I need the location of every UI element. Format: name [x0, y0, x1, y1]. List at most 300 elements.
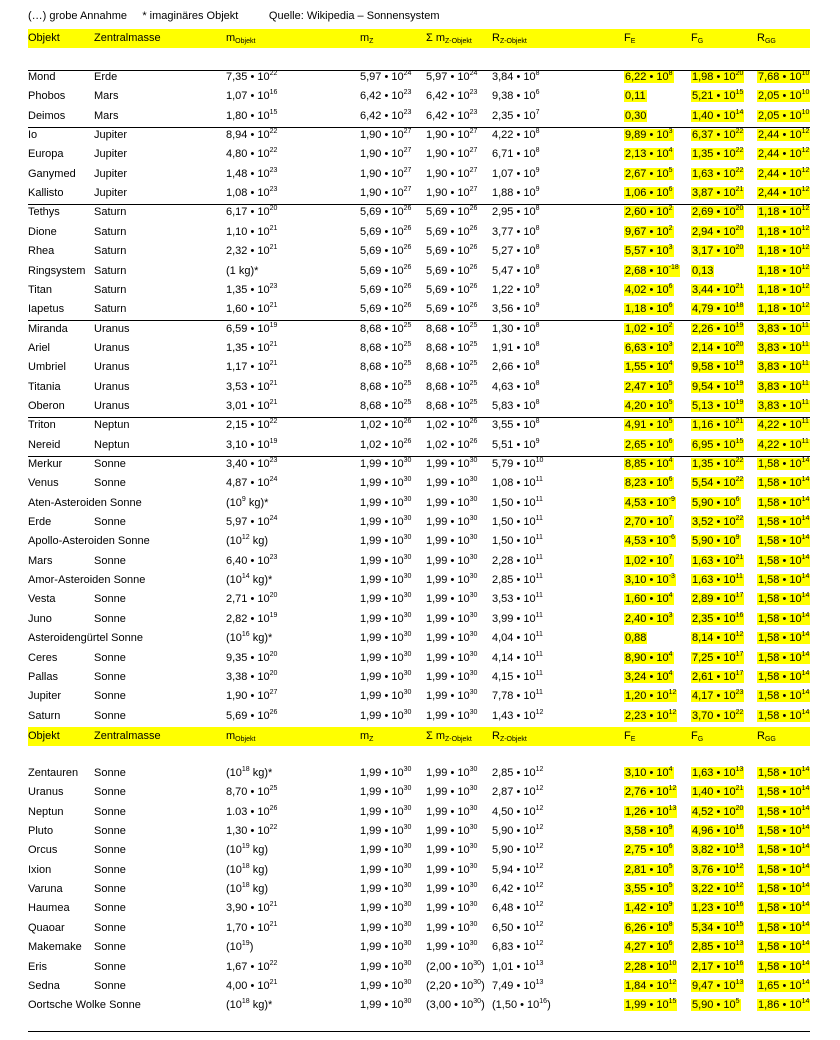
cell-f-e: 3,10 • $10^{-3}$ — [625, 573, 675, 587]
table-row — [28, 494, 810, 513]
table-row — [28, 513, 810, 532]
cell-f-g: 9,58 • $10^{19}$ — [692, 360, 744, 374]
cell-r-gg: 2,05 • $10^{10}$ — [758, 89, 810, 103]
cell-r-gg: 1,58 • $10^{14}$ — [758, 920, 810, 934]
cell-f-e: 2,13 • $10^4$ — [625, 147, 673, 161]
header-sum-m: Σ $m_{Z-Objekt}$ — [426, 730, 472, 743]
cell-sum-m: 1,99 • $10^{30}$ — [426, 766, 478, 779]
cell-objekt: Varuna — [28, 883, 63, 896]
cell-r-gg: 1,58 • $10^{14}$ — [758, 901, 810, 915]
cell-m-z: 1,90 • $10^{27}$ — [360, 128, 412, 142]
cell-f-g: 3,87 • $10^{21}$ — [692, 186, 744, 200]
cell-m-objekt: ($10^{18}$ kg)* — [226, 766, 273, 779]
group-divider — [28, 1031, 810, 1032]
cell-m-z: 1,99 • $10^{30}$ — [360, 920, 412, 934]
cell-m-objekt: 5,69 • $10^{26}$ — [226, 708, 278, 722]
cell-m-objekt: 1,10 • $10^{21}$ — [226, 224, 278, 238]
cell-zentralmasse: Sonne — [94, 554, 126, 567]
cell-r-gg: 1,58 • $10^{14}$ — [758, 495, 810, 509]
cell-f-e: 1,18 • $10^6$ — [625, 302, 673, 316]
cell-f-e: 6,22 • $10^8$ — [625, 70, 673, 83]
cell-r-gg: 2,44 • $10^{12}$ — [758, 128, 810, 142]
cell-radius: 5,94 • $10^{12}$ — [492, 862, 544, 876]
cell-radius: 4,50 • $10^{12}$ — [492, 804, 544, 818]
cell-m-z: 1,99 • $10^{30}$ — [360, 804, 412, 818]
cell-f-g: 3,76 • $10^{12}$ — [692, 862, 744, 876]
cell-m-z: 8,68 • $10^{25}$ — [360, 340, 412, 354]
cell-m-z: 5,97 • $10^{24}$ — [360, 70, 412, 83]
cell-f-g: 5,21 • $10^{15}$ — [692, 89, 744, 103]
cell-m-z: 1,99 • $10^{30}$ — [360, 515, 412, 529]
cell-m-objekt: 2,32 • $10^{21}$ — [226, 244, 278, 258]
cell-m-z: 5,69 • $10^{26}$ — [360, 224, 412, 238]
header-radius: $R_{Z-Objekt}$ — [492, 32, 527, 45]
header-m-objekt: $m_{Objekt}$ — [226, 730, 256, 743]
cell-zentralmasse: Sonne — [94, 690, 126, 703]
cell-r-gg: 1,58 • $10^{14}$ — [758, 708, 810, 722]
cell-zentralmasse: Sonne — [94, 767, 126, 779]
cell-f-g: 1,40 • $10^{14}$ — [692, 108, 744, 122]
cell-f-g: 2,14 • $10^{20}$ — [692, 340, 744, 354]
table-row — [28, 223, 810, 242]
cell-r-gg: 1,58 • $10^{14}$ — [758, 785, 810, 799]
cell-objekt: Nereid — [28, 438, 61, 451]
cell-m-objekt: ($10^{12}$ kg) — [226, 534, 269, 548]
cell-f-e: 2,67 • $10^5$ — [625, 166, 673, 180]
cell-radius: 4,15 • $10^{11}$ — [492, 669, 543, 683]
cell-zentralmasse: Sonne — [94, 709, 126, 722]
cell-r-gg: 1,18 • $10^{12}$ — [758, 302, 810, 316]
cell-m-objekt: 1,60 • $10^{21}$ — [226, 302, 278, 316]
header-objekt: Objekt — [28, 730, 60, 742]
header-zentralmasse: Zentralmasse — [94, 730, 161, 742]
cell-sum-m: 8,68 • $10^{25}$ — [426, 360, 478, 374]
cell-zentralmasse: Neptun — [94, 419, 130, 432]
cell-radius: 4,22 • $10^8$ — [492, 128, 540, 142]
cell-objekt: Umbriel — [28, 361, 66, 374]
cell-m-z: 1,99 • $10^{30}$ — [360, 553, 412, 567]
cell-objekt: Dione — [28, 225, 57, 238]
cell-zentralmasse: Sonne — [94, 844, 126, 857]
table-row — [28, 87, 810, 106]
cell-zentralmasse: Sonne — [94, 612, 126, 625]
cell-f-g: 4,52 • $10^{20}$ — [692, 804, 744, 818]
header-f-g: $F_G$ — [691, 32, 704, 45]
cell-r-gg: 1,58 • $10^{14}$ — [758, 592, 810, 606]
cell-sum-m: 1,99 • $10^{30}$ — [426, 862, 478, 876]
cell-r-gg: 2,05 • $10^{10}$ — [758, 108, 810, 122]
cell-f-e: 2,60 • $10^2$ — [625, 205, 673, 219]
cell-radius: 3,99 • $10^{11}$ — [492, 611, 543, 625]
cell-objekt: Saturn — [28, 709, 61, 722]
cell-sum-m: 1,99 • $10^{30}$ — [426, 592, 478, 606]
cell-zentralmasse: Saturn — [94, 206, 127, 219]
cell-r-gg: 1,58 • $10^{14}$ — [758, 611, 810, 625]
cell-f-e: 8,90 • $10^4$ — [625, 650, 673, 664]
cell-m-objekt: 1,90 • $10^{27}$ — [226, 689, 278, 703]
cell-radius: 3,77 • $10^8$ — [492, 224, 540, 238]
cell-f-e: 4,27 • $10^6$ — [625, 940, 673, 954]
cell-r-gg: 1,65 • $10^{14}$ — [758, 978, 810, 992]
cell-f-g: 3,82 • $10^{13}$ — [692, 843, 744, 857]
cell-m-objekt: $(10^{19})$ — [226, 940, 254, 954]
header-f-e: $F_E$ — [624, 32, 636, 45]
cell-f-g: 6,95 • $10^{15}$ — [692, 437, 744, 451]
cell-f-e: 2,81 • $10^5$ — [625, 862, 673, 876]
cell-f-e: 3,55 • $10^5$ — [625, 882, 673, 896]
cell-radius: 1,91 • $10^8$ — [492, 340, 540, 354]
cell-m-z: 1,99 • $10^{30}$ — [360, 766, 412, 779]
cell-f-e: 2,70 • $10^7$ — [625, 515, 673, 529]
table-row — [28, 68, 810, 87]
cell-radius: 3,56 • $10^9$ — [492, 302, 540, 316]
cell-m-z: 1,99 • $10^{30}$ — [360, 495, 412, 509]
cell-sum-m: (2,00 • $10^{30}$) — [426, 959, 485, 973]
cell-radius: 3,84 • $10^8$ — [492, 70, 540, 83]
cell-objekt: Tethys — [28, 206, 60, 219]
cell-f-g: 4,96 • $10^{16}$ — [692, 824, 744, 838]
cell-sum-m: 1,99 • $10^{30}$ — [426, 882, 478, 896]
cell-r-gg: 1,58 • $10^{14}$ — [758, 824, 810, 838]
cell-objekt: Oortsche Wolke Sonne — [28, 999, 141, 1012]
cell-sum-m: 1,99 • $10^{30}$ — [426, 804, 478, 818]
cell-sum-m: 5,69 • $10^{26}$ — [426, 244, 478, 258]
cell-f-g: 4,17 • $10^{23}$ — [692, 689, 744, 703]
cell-r-gg: 1,58 • $10^{14}$ — [758, 573, 810, 587]
cell-sum-m: 8,68 • $10^{25}$ — [426, 321, 478, 335]
cell-f-e: 6,26 • $10^8$ — [625, 920, 673, 934]
table-row — [28, 861, 810, 880]
cell-objekt: Ceres — [28, 651, 58, 664]
cell-radius: 1,50 • $10^{11}$ — [492, 495, 543, 509]
cell-f-e: 4,20 • $10^5$ — [625, 398, 673, 412]
cell-radius: 1,50 • $10^{11}$ — [492, 515, 543, 529]
cell-objekt: Erde — [28, 516, 52, 529]
table-row — [28, 938, 810, 957]
cell-objekt: Juno — [28, 612, 52, 625]
cell-m-objekt: ($10^9$ kg)* — [226, 495, 269, 509]
cell-objekt: Phobos — [28, 90, 66, 103]
cell-r-gg: 1,58 • $10^{14}$ — [758, 650, 810, 664]
cell-f-g: 1,63 • $10^{11}$ — [692, 573, 743, 587]
cell-sum-m: 1,99 • $10^{30}$ — [426, 689, 478, 703]
cell-zentralmasse: Saturn — [94, 283, 127, 296]
cell-f-e: 1,60 • $10^4$ — [625, 592, 673, 606]
cell-f-e: 9,67 • $10^2$ — [625, 224, 673, 238]
cell-sum-m: 1,99 • $10^{30}$ — [426, 650, 478, 664]
cell-f-e: 1,42 • $10^9$ — [625, 901, 673, 915]
cell-objekt: Kallisto — [28, 187, 64, 200]
cell-sum-m: 1,99 • $10^{30}$ — [426, 940, 478, 954]
cell-m-z: 5,69 • $10^{26}$ — [360, 263, 412, 277]
cell-f-g: 2,89 • $10^{17}$ — [692, 592, 744, 606]
cell-radius: 2,95 • $10^8$ — [492, 205, 540, 219]
cell-objekt: Titania — [28, 380, 61, 393]
cell-radius: 2,87 • $10^{12}$ — [492, 785, 544, 799]
cell-sum-m: 5,69 • $10^{26}$ — [426, 263, 478, 277]
cell-m-objekt: 2,71 • $10^{20}$ — [226, 592, 278, 606]
cell-m-objekt: 4,00 • $10^{21}$ — [226, 978, 278, 992]
cell-m-z: 1,99 • $10^{30}$ — [360, 631, 412, 645]
cell-m-z: 8,68 • $10^{25}$ — [360, 360, 412, 374]
cell-m-z: 1,99 • $10^{30}$ — [360, 882, 412, 896]
table-row — [28, 262, 810, 281]
cell-sum-m: 1,99 • $10^{30}$ — [426, 824, 478, 838]
cell-sum-m: 1,99 • $10^{30}$ — [426, 669, 478, 683]
cell-m-objekt: 3,40 • $10^{23}$ — [226, 457, 278, 470]
cell-m-objekt: 5,97 • $10^{24}$ — [226, 515, 278, 529]
table-row — [28, 958, 810, 977]
cell-sum-m: (3,00 • $10^{30}$) — [426, 998, 485, 1012]
cell-zentralmasse: Sonne — [94, 863, 126, 876]
cell-r-gg: 1,58 • $10^{14}$ — [758, 940, 810, 954]
cell-sum-m: 5,69 • $10^{26}$ — [426, 282, 478, 296]
cell-r-gg: 1,58 • $10^{14}$ — [758, 766, 810, 779]
cell-radius: 5,27 • $10^8$ — [492, 244, 540, 258]
cell-zentralmasse: Sonne — [94, 786, 126, 799]
cell-zentralmasse: Saturn — [94, 225, 127, 238]
cell-m-objekt: 1,08 • $10^{23}$ — [226, 186, 278, 200]
cell-radius: 6,83 • $10^{12}$ — [492, 940, 544, 954]
cell-f-g: 0,13 — [692, 264, 714, 277]
cell-radius: 5,90 • $10^{12}$ — [492, 824, 544, 838]
cell-f-e: 1,06 • $10^6$ — [625, 186, 673, 200]
cell-objekt: Mars — [28, 554, 53, 567]
header-f-g: $F_G$ — [691, 730, 704, 743]
cell-r-gg: 1,58 • $10^{14}$ — [758, 882, 810, 896]
header-radius: $R_{Z-Objekt}$ — [492, 730, 527, 743]
cell-radius: 4,63 • $10^8$ — [492, 379, 540, 393]
cell-radius: 6,48 • $10^{12}$ — [492, 901, 544, 915]
cell-r-gg: 3,83 • $10^{11}$ — [758, 340, 809, 354]
table-row — [28, 668, 810, 687]
table-row — [28, 687, 810, 706]
cell-f-g: 3,52 • $10^{22}$ — [692, 515, 744, 529]
cell-f-e: 4,53 • $10^{-6}$ — [625, 534, 675, 548]
cell-m-z: 8,68 • $10^{25}$ — [360, 398, 412, 412]
cell-m-z: 1,99 • $10^{30}$ — [360, 573, 412, 587]
table-row — [28, 977, 810, 996]
cell-f-g: 1,40 • $10^{21}$ — [692, 785, 744, 799]
cell-objekt: Apollo-Asteroiden Sonne — [28, 535, 150, 548]
cell-sum-m: 5,69 • $10^{26}$ — [426, 224, 478, 238]
cell-sum-m: 5,97 • $10^{24}$ — [426, 70, 478, 83]
cell-objekt: Jupiter — [28, 690, 62, 703]
cell-m-objekt: ($10^{18}$ kg)* — [226, 998, 273, 1012]
table-row — [28, 184, 810, 203]
cell-zentralmasse: Jupiter — [94, 187, 128, 200]
cell-m-z: 5,69 • $10^{26}$ — [360, 282, 412, 296]
cell-f-e: 1,02 • $10^2$ — [625, 321, 673, 335]
cell-m-objekt: 3,90 • $10^{21}$ — [226, 901, 278, 915]
header-r-gg: $R_{GG}$ — [757, 730, 776, 743]
cell-objekt: Ringsystem — [28, 264, 86, 277]
cell-f-e: 2,40 • $10^3$ — [625, 611, 673, 625]
cell-f-e: 1,26 • $10^{13}$ — [625, 804, 677, 818]
cell-m-z: 1,99 • $10^{30}$ — [360, 669, 412, 683]
cell-zentralmasse: Sonne — [94, 883, 126, 896]
table-row — [28, 320, 810, 339]
cell-radius: 9,38 • $10^6$ — [492, 89, 540, 103]
cell-f-g: 5,34 • $10^{15}$ — [692, 920, 744, 934]
table-row — [28, 707, 810, 726]
table-row — [28, 242, 810, 261]
cell-zentralmasse: Uranus — [94, 322, 130, 335]
cell-radius: 2,35 • $10^7$ — [492, 108, 540, 122]
cell-sum-m: 6,42 • $10^{23}$ — [426, 108, 478, 122]
cell-m-z: 1,99 • $10^{30}$ — [360, 476, 412, 490]
cell-f-g: 1,23 • $10^{16}$ — [692, 901, 744, 915]
cell-f-e: 1,99 • $10^{15}$ — [625, 998, 677, 1012]
cell-zentralmasse: Uranus — [94, 380, 130, 393]
cell-f-g: 5,13 • $10^{19}$ — [692, 398, 744, 412]
cell-radius: 7,49 • $10^{13}$ — [492, 978, 544, 992]
cell-f-g: 5,90 • $10^5$ — [692, 998, 740, 1012]
cell-r-gg: 3,83 • $10^{11}$ — [758, 360, 809, 374]
cell-zentralmasse: Jupiter — [94, 167, 128, 180]
table-row — [28, 629, 810, 648]
cell-radius: 1,43 • $10^{12}$ — [492, 708, 544, 722]
cell-f-e: 2,75 • $10^6$ — [625, 843, 673, 857]
cell-objekt: Aten-Asteroiden Sonne — [28, 496, 142, 509]
cell-r-gg: 1,58 • $10^{14}$ — [758, 669, 810, 683]
cell-m-z: 1,99 • $10^{30}$ — [360, 978, 412, 992]
cell-sum-m: 5,69 • $10^{26}$ — [426, 205, 478, 219]
cell-zentralmasse: Sonne — [94, 960, 126, 973]
cell-f-g: 1,63 • $10^{22}$ — [692, 166, 744, 180]
table-row — [28, 571, 810, 590]
cell-f-g: 1,16 • $10^{21}$ — [692, 418, 744, 432]
cell-m-z: 1,90 • $10^{27}$ — [360, 147, 412, 161]
cell-f-g: 7,25 • $10^{17}$ — [692, 650, 744, 664]
cell-r-gg: 1,58 • $10^{14}$ — [758, 843, 810, 857]
header-row — [28, 727, 810, 746]
cell-f-g: 6,37 • $10^{22}$ — [692, 128, 744, 142]
cell-sum-m: 1,02 • $10^{26}$ — [426, 418, 478, 432]
cell-objekt: Eris — [28, 960, 47, 973]
cell-r-gg: 2,44 • $10^{12}$ — [758, 166, 810, 180]
cell-radius: 5,51 • $10^9$ — [492, 437, 540, 451]
cell-r-gg: 4,22 • $10^{11}$ — [758, 418, 809, 432]
cell-m-z: 1,99 • $10^{30}$ — [360, 650, 412, 664]
table-row — [28, 532, 810, 551]
cell-m-objekt: 1.03 • $10^{26}$ — [226, 804, 278, 818]
cell-m-objekt: 8,70 • $10^{25}$ — [226, 785, 278, 799]
cell-zentralmasse: Sonne — [94, 593, 126, 606]
cell-r-gg: 1,58 • $10^{14}$ — [758, 689, 810, 703]
cell-m-z: 1,90 • $10^{27}$ — [360, 166, 412, 180]
cell-radius: 3,55 • $10^8$ — [492, 418, 540, 432]
cell-objekt: Quaoar — [28, 921, 65, 934]
cell-f-g: 2,94 • $10^{20}$ — [692, 224, 744, 238]
header-m-z: $m_Z$ — [360, 32, 374, 45]
table-row — [28, 474, 810, 493]
cell-f-e: 1,55 • $10^4$ — [625, 360, 673, 374]
cell-m-z: 1,99 • $10^{30}$ — [360, 959, 412, 973]
cell-sum-m: 1,90 • $10^{27}$ — [426, 166, 478, 180]
cell-objekt: Zentauren — [28, 767, 79, 779]
cell-zentralmasse: Sonne — [94, 805, 126, 818]
cell-f-g: 1,63 • $10^{21}$ — [692, 553, 744, 567]
cell-f-e: 0,30 — [625, 109, 647, 122]
cell-radius: 2,28 • $10^{11}$ — [492, 553, 543, 567]
cell-r-gg: 1,18 • $10^{12}$ — [758, 205, 810, 219]
cell-zentralmasse: Uranus — [94, 361, 130, 374]
cell-radius: 4,04 • $10^{11}$ — [492, 631, 543, 645]
cell-m-objekt: ($10^{14}$ kg)* — [226, 573, 273, 587]
cell-zentralmasse: Sonne — [94, 902, 126, 915]
cell-radius: 6,71 • $10^8$ — [492, 147, 540, 161]
cell-sum-m: 8,68 • $10^{25}$ — [426, 340, 478, 354]
cell-m-z: 1,99 • $10^{30}$ — [360, 901, 412, 915]
cell-objekt: Rhea — [28, 245, 55, 258]
cell-m-z: 1,99 • $10^{30}$ — [360, 708, 412, 722]
cell-objekt: Haumea — [28, 902, 70, 915]
cell-m-z: 1,02 • $10^{26}$ — [360, 418, 412, 432]
cell-f-g: 3,70 • $10^{22}$ — [692, 708, 744, 722]
table-row — [28, 281, 810, 300]
cell-r-gg: 1,58 • $10^{14}$ — [758, 959, 810, 973]
cell-radius: 1,50 • $10^{11}$ — [492, 534, 543, 548]
cell-m-objekt: (1 kg)* — [226, 264, 259, 277]
header-f-e: $F_E$ — [624, 730, 636, 743]
cell-objekt: Mond — [28, 71, 56, 83]
cell-f-g: 2,69 • $10^{20}$ — [692, 205, 744, 219]
cell-radius: 6,50 • $10^{12}$ — [492, 920, 544, 934]
cell-sum-m: 1,90 • $10^{27}$ — [426, 147, 478, 161]
cell-m-z: 1,99 • $10^{30}$ — [360, 592, 412, 606]
cell-m-z: 1,99 • $10^{30}$ — [360, 862, 412, 876]
cell-f-e: 0,88 — [625, 632, 647, 645]
cell-m-objekt: ($10^{18}$ kg) — [226, 882, 269, 896]
cell-f-e: 0,11 — [625, 90, 646, 103]
header-zentralmasse: Zentralmasse — [94, 32, 161, 44]
cell-sum-m: 1,99 • $10^{30}$ — [426, 843, 478, 857]
cell-objekt: Ganymed — [28, 167, 76, 180]
cell-r-gg: 2,44 • $10^{12}$ — [758, 147, 810, 161]
legend-imaginary: * imaginäres Objekt — [142, 10, 239, 22]
cell-m-objekt: 3,10 • $10^{19}$ — [226, 437, 278, 451]
cell-radius: 7,78 • $10^{11}$ — [492, 689, 543, 703]
cell-m-z: 8,68 • $10^{25}$ — [360, 379, 412, 393]
cell-f-e: 8,23 • $10^6$ — [625, 476, 673, 490]
table-row — [28, 378, 810, 397]
cell-zentralmasse: Mars — [94, 90, 119, 103]
cell-m-z: 5,69 • $10^{26}$ — [360, 205, 412, 219]
cell-objekt: Venus — [28, 477, 59, 490]
cell-f-e: 1,84 • $10^{12}$ — [625, 978, 677, 992]
table-row — [28, 455, 810, 474]
cell-radius: 6,42 • $10^{12}$ — [492, 882, 544, 896]
cell-r-gg: 1,18 • $10^{12}$ — [758, 224, 810, 238]
cell-f-e: 6,63 • $10^3$ — [625, 340, 673, 354]
cell-zentralmasse: Saturn — [94, 245, 127, 258]
cell-sum-m: 1,99 • $10^{30}$ — [426, 901, 478, 915]
table-row — [28, 590, 810, 609]
cell-r-gg: 1,18 • $10^{12}$ — [758, 263, 810, 277]
cell-m-z: 1,99 • $10^{30}$ — [360, 940, 412, 954]
cell-r-gg: 1,58 • $10^{14}$ — [758, 631, 810, 645]
table-row — [28, 436, 810, 455]
table-row — [28, 300, 810, 319]
table-row — [28, 783, 810, 802]
cell-m-objekt: 6,40 • $10^{23}$ — [226, 553, 278, 567]
cell-m-objekt: 1,48 • $10^{23}$ — [226, 166, 278, 180]
cell-m-z: 1,99 • $10^{30}$ — [360, 689, 412, 703]
cell-f-e: 1,20 • $10^{12}$ — [625, 689, 677, 703]
header-m-z: $m_Z$ — [360, 730, 374, 743]
cell-f-g: 1,63 • $10^{13}$ — [692, 766, 744, 779]
